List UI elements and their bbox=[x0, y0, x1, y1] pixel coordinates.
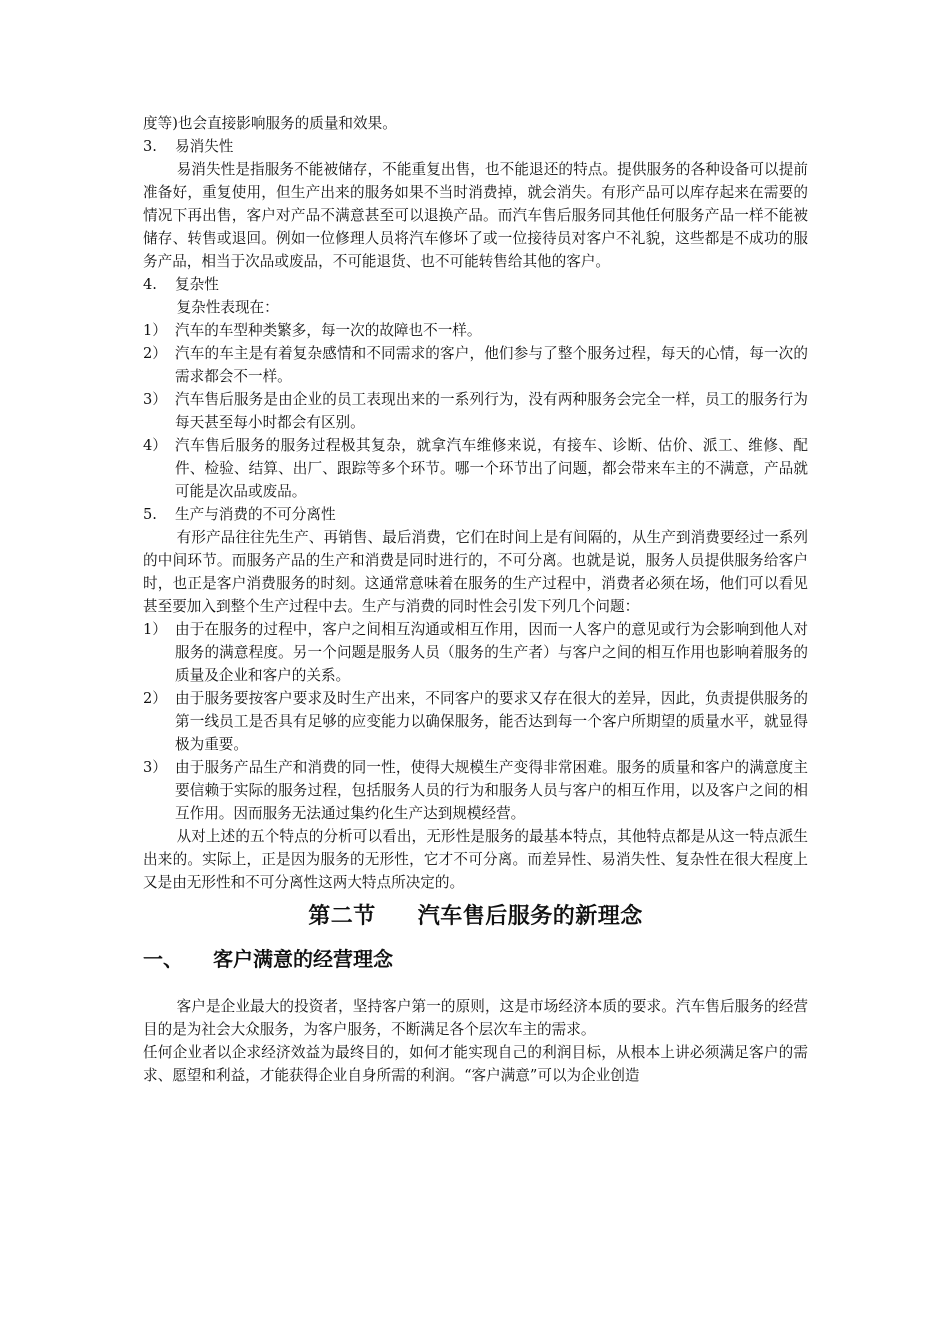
list-item bbox=[143, 342, 808, 388]
paragraph: 复杂性表现在： bbox=[176, 299, 279, 316]
section-label: 第二节 bbox=[308, 903, 376, 929]
list-item-text: 由于服务产品生产和消费的同一性，使得大规模生产变得非常困难。服务的质量和客户的满意度主要信赖于实际的服务过程，包括服务人员的行为和服务人员与客户的相互作用，以及客户之间的相互作用。因而服务无法通过集约化生产达到规模经营。 bbox=[175, 759, 808, 822]
paragraph: 有形产品往往先生产、再销售、最后消费，它们在时间上是有间隔的，从生产到消费要经过一系列的中间环节。而服务产品的生产和消费是同时进行的，不可分离。也就是说，服务人员提供服务给客户时，也正是客户消费服务的时刻。这通常意味着在服务的生产过程中，消费者必须在场，他们可以看见甚至要加入到整个生产过程中去。生产与消费的同时性会引发下列几个问题： bbox=[143, 529, 808, 615]
list-item bbox=[143, 618, 808, 687]
list-item-number: 2） bbox=[143, 345, 167, 362]
list-item-number: 1） bbox=[143, 621, 167, 638]
subsection-title-text: 客户满意的经营理念 bbox=[213, 947, 393, 971]
paragraph: 度等)也会直接影响服务的质量和效果。 bbox=[143, 115, 397, 132]
list-item-text: 汽车售后服务的服务过程极其复杂，就拿汽车维修来说，有接车、诊断、估价、派工、维修、配件、检验、结算、出厂、跟踪等多个环节。哪一个环节出了问题，都会带来车主的不满意，产品就可能是次品或废品。 bbox=[175, 437, 808, 500]
list-item-text: 汽车售后服务是由企业的员工表现出来的一系列行为，没有两种服务会完全一样，员工的服务行为每天甚至每小时都会有区别。 bbox=[175, 391, 808, 431]
list-item-text: 由于服务要按客户要求及时生产出来，不同客户的要求又存在很大的差异，因此，负责提供服务的第一线员工是否具有足够的应变能力以确保服务，能否达到每一个客户所期望的质量水平，就显得极为重要。 bbox=[175, 690, 808, 753]
list-item bbox=[143, 319, 808, 342]
list-item-number: 1） bbox=[143, 322, 167, 339]
numbered-heading bbox=[143, 135, 808, 158]
paragraph: 任何企业者以企求经济效益为最终目的，如何才能实现自己的利润目标，从根本上讲必须满足客户的需求、愿望和利益，才能获得企业自身所需的利润。“客户满意”可以为企业创造 bbox=[143, 1044, 808, 1084]
list-item-text: 汽车的车型种类繁多，每一次的故障也不一样。 bbox=[175, 322, 482, 339]
numbered-heading bbox=[143, 503, 808, 526]
list-item-text: 汽车的车主是有着复杂感情和不同需求的客户，他们参与了整个服务过程，每天的心情，每一次的需求都会不一样。 bbox=[175, 345, 808, 385]
subsection-title bbox=[143, 945, 808, 973]
document-page bbox=[143, 112, 808, 1087]
paragraph: 从对上述的五个特点的分析可以看出，无形性是服务的最基本特点，其他特点都是从这一特点派生出来的。实际上，正是因为服务的无形性，它才不可分离。而差异性、易消失性、复杂性在很大程度上又是由无形性和不可分离性这两大特点所决定的。 bbox=[143, 828, 808, 891]
section-title bbox=[143, 901, 808, 931]
heading-number: 3. bbox=[143, 138, 157, 155]
list-item bbox=[143, 756, 808, 825]
heading-text: 生产与消费的不可分离性 bbox=[175, 506, 336, 523]
heading-number: 4. bbox=[143, 276, 157, 293]
list-item-number: 3） bbox=[143, 759, 167, 776]
heading-text: 复杂性 bbox=[175, 276, 219, 293]
list-item-number: 2） bbox=[143, 690, 167, 707]
list-item bbox=[143, 687, 808, 756]
subsection-number: 一、 bbox=[143, 947, 183, 971]
numbered-heading bbox=[143, 273, 808, 296]
heading-text: 易消失性 bbox=[175, 138, 234, 155]
list-item-number: 4） bbox=[143, 437, 167, 454]
list-item bbox=[143, 388, 808, 434]
section-title-text: 汽车售后服务的新理念 bbox=[417, 903, 643, 929]
list-item bbox=[143, 434, 808, 503]
paragraph: 客户是企业最大的投资者，坚持客户第一的原则，这是市场经济本质的要求。汽车售后服务的经营目的是为社会大众服务，为客户服务，不断满足各个层次车主的需求。 bbox=[143, 998, 808, 1038]
heading-number: 5. bbox=[143, 506, 157, 523]
list-item-number: 3） bbox=[143, 391, 167, 408]
list-item-text: 由于在服务的过程中，客户之间相互沟通或相互作用，因而一人客户的意见或行为会影响到他人对服务的满意程度。另一个问题是服务人员（服务的生产者）与客户之间的相互作用也影响着服务的质量及企业和客户的关系。 bbox=[175, 621, 808, 684]
paragraph: 易消失性是指服务不能被储存，不能重复出售，也不能退还的特点。提供服务的各种设备可以提前准备好，重复使用，但生产出来的服务如果不当时消费掉，就会消失。有形产品可以库存起来在需要的情况下再出售，客户对产品不满意甚至可以退换产品。而汽车售后服务同其他任何服务产品一样不能被储存、转售或退回。例如一位修理人员将汽车修坏了或一位接待员对客户不礼貌，这些都是不成功的服务产品，相当于次品或废品，不可能退货、也不可能转售给其他的客户。 bbox=[143, 161, 808, 270]
